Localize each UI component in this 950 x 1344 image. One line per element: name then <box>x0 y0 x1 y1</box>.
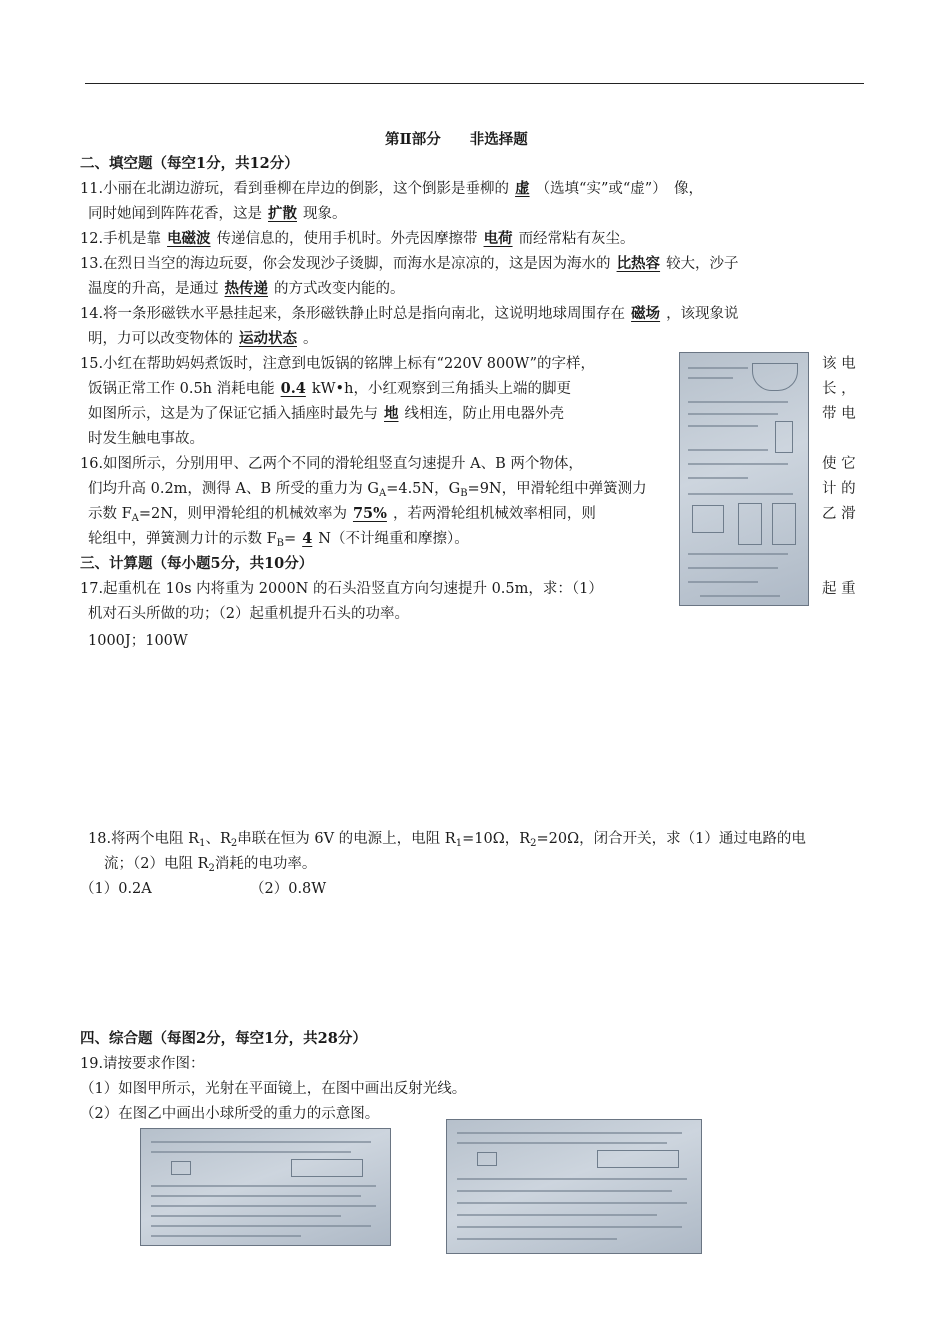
q15-line4: 时发生触电事故。 <box>88 431 204 447</box>
q16-right2: 计 的 <box>822 481 856 497</box>
q15-answer2: 地 <box>384 405 399 422</box>
part-title: 第Ⅱ部分 非选择题 <box>385 131 528 148</box>
q13-line1: 13.在烈日当空的海边玩耍，你会发现沙子烫脚，而海水是凉凉的，这是因为海水的 比热容 较大，沙子 <box>80 255 739 272</box>
q13-answer1: 比热容 <box>616 255 661 272</box>
header-rule <box>85 83 864 84</box>
q11-line1: 11.小丽在北湖边游玩，看到垂柳在岸边的倒影，这个倒影是垂柳的 虚 （选填“实”或“虚”） 像， <box>80 180 703 197</box>
section2-heading: 二、填空题（每空1分，共12分） <box>80 155 299 172</box>
q19-part1: （1）如图甲所示，光射在平面镜上，在图中画出反射光线。 <box>80 1081 467 1097</box>
q15-right1: 该 电 <box>822 356 856 372</box>
q18-line1: 18.将两个电阻 $R_1$、$R_2$串联在恒为 6V 的电源上，电阻 $R_1=10\Omega$，$R_2=20\Omega$，闭合开关，求（1）通过电路的电 <box>88 831 806 849</box>
q16-line2: 们均升高 0.2m，测得 A、B 所受的重力为 $G_A=4.5N$，$G_B=9N$，甲滑轮组中弹簧测力 <box>88 481 647 499</box>
q18-answer2: （2）0.8W <box>250 881 327 897</box>
q12-line1: 12.手机是靠 电磁波 传递信息的，使用手机时。外壳因摩擦带 电荷 而经常粘有灰尘。 <box>80 230 635 247</box>
q15-line2: 饭锅正常工作 0.5h 消耗电能 0.4 kW•h，小红观察到三角插头上端的脚更 <box>88 380 571 397</box>
q16-line3: 示数 $F_A=2N$，则甲滑轮组的机械效率为 75% ，若两滑轮组机械效率相同，则 <box>88 505 596 524</box>
q16-answer2: 4 <box>302 530 313 547</box>
q15-line3: 如图所示，这是为了保证它插入插座时最先与 地 线相连，防止用电器外壳 <box>88 405 564 422</box>
q19-part2: （2）在图乙中画出小球所受的重力的示意图。 <box>80 1106 380 1122</box>
q15-line1: 15.小红在帮助妈妈煮饭时，注意到电饭锅的铭牌上标有“220V 800W”的字样， <box>80 356 595 372</box>
q17-answer: 1000J；100W <box>88 633 188 649</box>
q18-answer1: （1）0.2A <box>80 881 152 897</box>
figure-jia-photo <box>140 1128 391 1246</box>
q13-answer2: 热传递 <box>224 280 268 297</box>
exam-sheet-photo <box>679 352 809 606</box>
q11-answer1: 虚 <box>515 180 530 197</box>
q16-answer1: 75% <box>352 505 387 522</box>
q16-line1: 16.如图所示，分别用甲、乙两个不同的滑轮组竖直匀速提升 A、B 两个物体， <box>80 456 583 472</box>
figure-yi-photo <box>446 1119 702 1254</box>
q17-line1: 17.起重机在 10s 内将重为 2000N 的石头沿竖直方向匀速提升 0.5m，求：（1） <box>80 581 603 597</box>
q11-line2: 同时她闻到阵阵花香，这是 扩散 现象。 <box>88 205 347 222</box>
q12-answer2: 电荷 <box>483 230 513 247</box>
q15-answer1: 0.4 <box>280 380 306 397</box>
q16-right3: 乙 滑 <box>822 506 856 522</box>
q19-title: 19.请按要求作图： <box>80 1056 205 1072</box>
q15-right2: 长 ， <box>822 381 856 397</box>
section3-heading: 三、计算题（每小题5分，共10分） <box>80 555 314 572</box>
section4-heading: 四、综合题（每图2分，每空1分，共28分） <box>80 1030 367 1047</box>
q17-right1: 起 重 <box>822 581 856 597</box>
q16-right1: 使 它 <box>822 456 856 472</box>
q14-line2: 明，力可以改变物体的 运动状态 。 <box>88 330 318 347</box>
q14-line1: 14.将一条形磁铁水平悬挂起来，条形磁铁静止时总是指向南北，这说明地球周围存在 磁场 ，该现象说 <box>80 305 739 322</box>
q18-line2: 流；（2）电阻 $R_2$消耗的电功率。 <box>104 856 317 874</box>
q17-line2: 机对石头所做的功；（2）起重机提升石头的功率。 <box>88 606 409 622</box>
q14-answer2: 运动状态 <box>239 330 297 347</box>
q15-right3: 带 电 <box>822 406 856 422</box>
q16-line4: 轮组中，弹簧测力计的示数 $F_B= 4$ N（不计绳重和摩擦）。 <box>88 530 469 549</box>
q13-line2: 温度的升高，是通过 热传递 的方式改变内能的。 <box>88 280 405 297</box>
q11-answer2: 扩散 <box>268 205 297 222</box>
q12-answer1: 电磁波 <box>167 230 211 247</box>
q14-answer1: 磁场 <box>631 305 661 322</box>
